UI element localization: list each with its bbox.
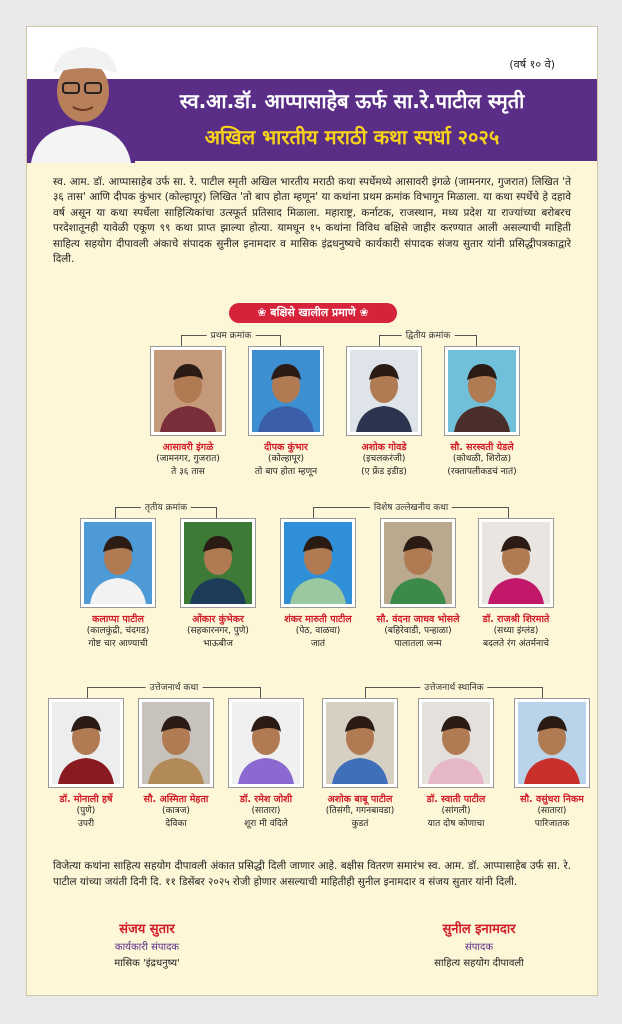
winner-card [273, 519, 363, 651]
winner-card [339, 347, 429, 479]
footer-paragraph: विजेत्या कथांना साहित्य सहयोग दीपावली अंकात प्रसिद्धी दिली जाणार आहे. बक्षीस वितरण समारंभ स्व. आम. डॉ. आप्पासाहेब उर्फ सा. रे. पाटील यांच्या जयंती दिनी दि. ११ डिसेंबर २०२५ रोजी होणार असल्याची माहितीही सुनील इनामदार व संजय सुतार यांनी दिली. [53, 860, 571, 888]
winner-photo [139, 699, 213, 787]
winner-card [41, 699, 131, 831]
winner-photo [515, 699, 589, 787]
intro-paragraph: स्व. आम. डॉ. आप्पासाहेब उर्फ सा. रे. पाटील स्मृती अखिल भारतीय मराठी कथा स्पर्धेमध्ये आसावरी इंगळे (जामनगर, गुजरात) लिखित 'ते ३६ तास' आणि दीपक कुंभार (कोल्हापूर) लिखित 'तो बाप होता म्हणून' या कथांना प्रथम क्रमांक विभागून मिळाला. या कथा स्पर्धेचे हे दहावे वर्ष असून या कथा स्पर्धेला साहित्यिकांचा उत्स्फूर्त प्रतिसाद मिळाला. महाराष्ट्र, कर्नाटक, राजस्थान, मध्य प्रदेश या राज्यांच्या बरोबरच परदेशातूनही यावेळी एकूण ९९ कथा प्राप्त झाल्या होत्या. यामधून १५ कथांना विविध बक्षिसे जाहीर करण्यात आली असल्याची माहिती साहित्य सहयोग दीपावली अंकाचे संपादक सुनील इनामदार व मासिक इंद्रधनुष्यचे कार्यकारी संपादक संजय सुतार यांनी प्रसिद्धीपत्रकाद्वारे दिली. [53, 176, 571, 266]
winner-story-title: पारिजातक [534, 819, 570, 829]
winner-photo [151, 347, 225, 435]
winner-photo [181, 519, 255, 607]
signature-sunil [379, 919, 579, 969]
winner-story-title: जातं [310, 639, 326, 649]
winner-card [471, 519, 561, 651]
winner-name: डॉ. मोनाली हर्षे [59, 794, 113, 805]
group-special-mention: विशेष उल्लेखनीय कथा [313, 507, 509, 519]
winner-card [437, 347, 527, 479]
winner-story-title: यात दोष कोणाचा [427, 819, 485, 829]
winner-name: सौ. अस्मिता मेहता [143, 794, 209, 805]
winner-photo [81, 519, 155, 607]
winner-place: (पेठ, वाळवा) [295, 626, 341, 636]
winner-card [411, 699, 501, 831]
winner-story-title: पालातला जन्म [394, 639, 442, 649]
winner-place: (सध्या इंग्लंड) [493, 626, 539, 636]
winner-place: (कात्रज) [162, 806, 190, 816]
signature-org: मासिक 'इंद्रधनुष्य' [114, 958, 180, 969]
winner-story-title: देविका [165, 819, 187, 829]
winner-card [315, 699, 405, 831]
winner-photo [49, 699, 123, 787]
winner-name: सौ. सरस्वती येडले [450, 442, 514, 453]
winner-card [221, 699, 311, 831]
signature-org: साहित्य सहयोग दीपावली [434, 958, 524, 969]
winner-story-title: गोष्ट चार आण्याची [88, 639, 148, 649]
winner-photo [347, 347, 421, 435]
winner-photo [381, 519, 455, 607]
winner-name: अशोक गोवडे [361, 442, 407, 453]
winner-card [507, 699, 597, 831]
winner-name: आसावरी इंगळे [162, 442, 214, 453]
signature-role: कार्यकारी संपादक [114, 942, 180, 953]
winner-name: कलाप्पा पाटील [92, 614, 144, 625]
winner-story-title: (ए फ्रेंड इडीड) [361, 467, 407, 477]
winner-place: (सांगली) [441, 806, 471, 816]
winner-place: (जामनगर, गुजरात) [156, 454, 220, 464]
winner-name: डॉ. रमेश जोशी [239, 794, 293, 805]
prize-heading-badge: ❀ बक्षिसे खालील प्रमाणे ❀ [229, 303, 397, 323]
winner-card [241, 347, 331, 479]
group-third-prize: तृतीय क्रमांक [115, 507, 217, 519]
winner-card [373, 519, 463, 651]
winner-story-title: (रक्तापलीकडचं नातं) [447, 467, 517, 477]
winner-story-title: उपरी [77, 819, 95, 829]
winner-place: (कालकुंद्री, चंदगड) [86, 626, 150, 636]
winner-photo [479, 519, 553, 607]
title-line-1: स्व.आ.डॉ. आप्पासाहेब ऊर्फ सा.रे.पाटील स्मृती [179, 89, 525, 113]
winner-card [131, 699, 221, 831]
winner-place: (कोथळी, शिरोळ) [452, 454, 512, 464]
signature-name: सुनील इनामदार [442, 922, 516, 937]
winner-name: सौ. वंदना जाधव भोसले [376, 614, 460, 625]
signature-role: संपादक [464, 942, 494, 953]
group-consolation-local: उत्तेजनार्थ स्थानिक [365, 687, 543, 699]
winner-name: शंकर मारुती पाटील [284, 614, 352, 625]
group-first-prize: प्रथम क्रमांक [181, 335, 281, 347]
winner-photo [229, 699, 303, 787]
winner-name: दीपक कुंभार [264, 442, 308, 453]
winner-name: सौ. वसुंधरा निकम [520, 794, 584, 805]
winner-story-title: तो बाप होता म्हणून [254, 467, 318, 477]
title-line-2: अखिल भारतीय मराठी कथा स्पर्धा २०२५ [204, 125, 500, 149]
winner-photo [445, 347, 519, 435]
winner-name: डॉ. स्वाती पाटील [426, 794, 486, 805]
winner-place: (कोल्हापूर) [267, 454, 305, 464]
article-page [26, 26, 598, 996]
winner-photo [249, 347, 323, 435]
winner-story-title: बदलते रंग अंतर्मनाचे [482, 639, 550, 649]
winner-story-title: भाऊबीज [203, 639, 233, 649]
signature-sanjay [47, 919, 247, 969]
winner-story-title: कुडतं [351, 819, 369, 829]
year-label: (वर्ष १० वे) [509, 58, 555, 71]
winner-place: (सातारा) [537, 806, 567, 816]
winner-name: ओंकार कुंभेकर [192, 614, 244, 625]
signature-name: संजय सुतार [119, 922, 175, 937]
group-consolation: उत्तेजनार्थ कथा [87, 687, 261, 699]
winner-story-title: शूरा मी वंदिले [244, 819, 288, 829]
winner-place: (बहिरेवाडी, पन्हाळा) [384, 626, 452, 636]
winner-place: (सातारा) [251, 806, 281, 816]
winner-card [173, 519, 263, 651]
winner-story-title: ते ३६ तास [171, 467, 205, 477]
winner-photo [281, 519, 355, 607]
group-second-prize: द्वितीय क्रमांक [379, 335, 477, 347]
winner-photo [323, 699, 397, 787]
winner-card [143, 347, 233, 479]
winner-place: (इचलकरंजी) [362, 454, 406, 464]
winner-place: (पुणे) [76, 806, 96, 816]
winner-photo [419, 699, 493, 787]
winner-name: डॉ. राजश्री शिरमाते [482, 614, 550, 625]
winner-name: अशोक बाबू पाटील [327, 794, 393, 805]
winner-place: (सहकारनगर, पुणे) [187, 626, 249, 636]
winner-card [73, 519, 163, 651]
winner-place: (तिसंगी, गगनबावडा) [325, 806, 395, 816]
